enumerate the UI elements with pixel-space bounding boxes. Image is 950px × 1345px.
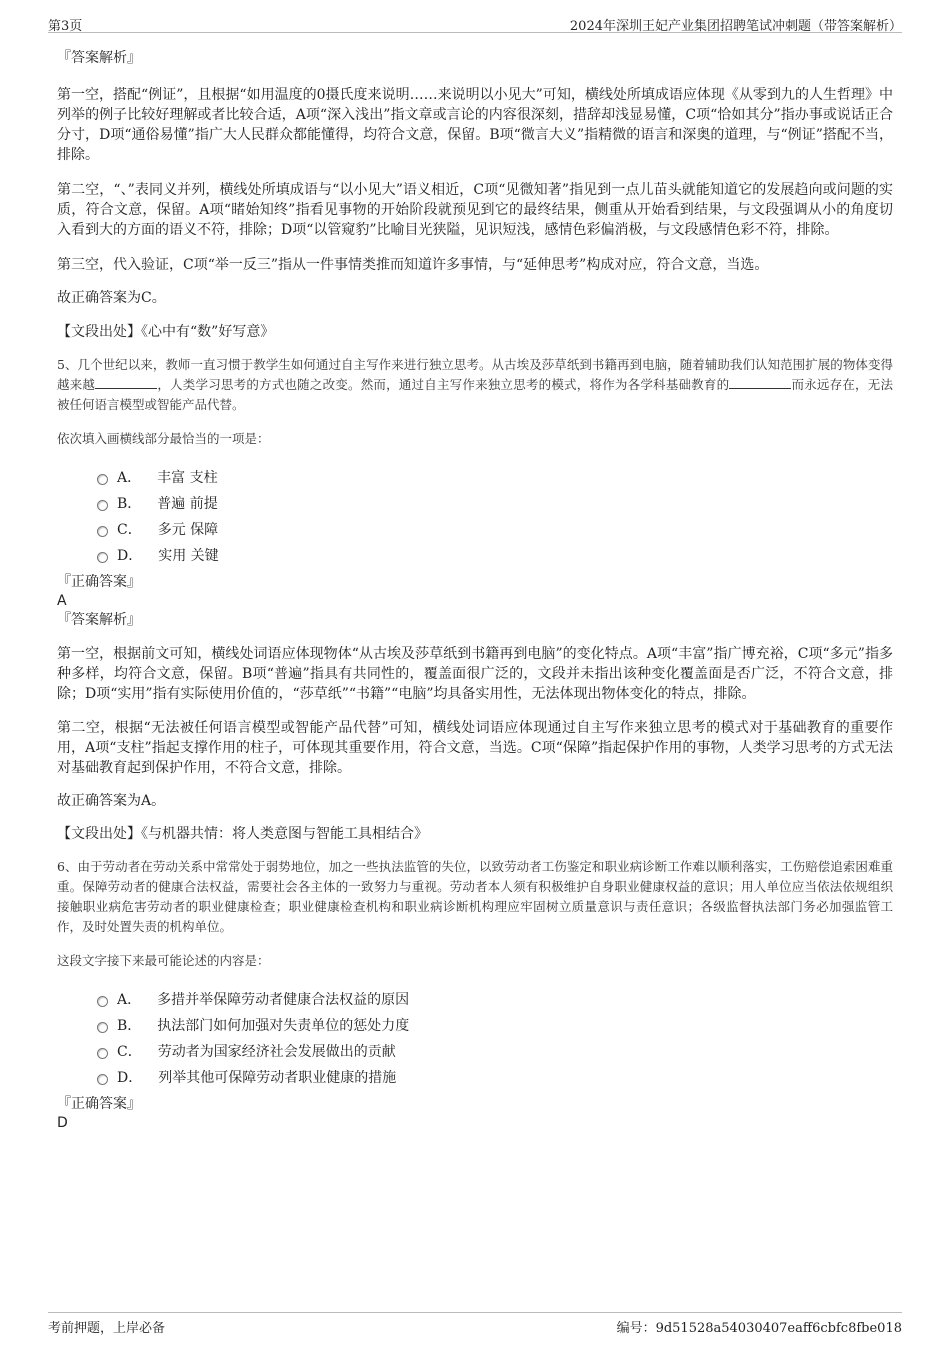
radio-icon[interactable] <box>97 474 108 485</box>
footer-slogan: 考前押题，上岸必备 <box>48 1321 166 1336</box>
page-content <box>57 44 893 1132</box>
correct-answer-label: 『正确答案』 <box>57 1096 141 1112</box>
source-citation: 【文段出处】《心中有“数”好写意》 <box>57 324 275 340</box>
option-text: 劳动者为国家经济社会发展做出的贡献 <box>157 1044 396 1060</box>
correct-answer: D <box>57 1115 68 1131</box>
option-key: D． <box>117 548 143 564</box>
option-text: 多元 保障 <box>157 522 219 538</box>
analysis-paragraph: 第一空，根据前文可知，横线处词语应体现物体“从古埃及莎草纸到书籍再到电脑”的变化特点。A项“丰富”指广博充裕，C项“多元”指多种多样，均符合文意，保留。B项“普遍”指具有共同性的，覆盖面很广泛的，文段并未指出该种变化覆盖面是否广泛，不符合文意，排除；D项“实用”指有实际使用价值的，“莎草纸”“书籍”“电脑”均具备实用性，无法体现出物体变化的特点，排除。 <box>57 646 893 702</box>
question-text: ，人类学习思考的方式也随之改变。然而，通过自主写作来独立思考的模式，将作为各学科基础教育的 <box>157 377 730 392</box>
question-text: 5、几个世纪以来，教师一直习惯于教学生如何通过自主写作来进行独立思考。从古埃及莎草纸到书籍再到电脑，随着辅助我们认知范围扩展的物体变得越来越 <box>57 357 893 392</box>
radio-icon[interactable] <box>97 526 108 537</box>
option-key: A． <box>117 470 142 486</box>
analysis-paragraph: 第二空，“、”表同义并列，横线处所填成语与“以小见大”语义相近，C项“见微知著”指见到一点儿苗头就能知道它的发展趋向或问题的实质，符合文意，保留。A项“睹始知终”指看见事物的开始阶段就预见到它的最终结果，侧重从开始看到结果，与文段强调从小的角度切入看到大的方面的语义不符，排除；D项“以管窥豹”比喻目光狭隘，见识短浅，感情色彩偏消极，与文段感情色彩不符，排除。 <box>57 182 893 238</box>
correct-answer-label: 『正确答案』 <box>57 574 141 590</box>
question-text: 而永远存在，无法被任何语言模型或智能产品代替。 <box>57 377 893 412</box>
answer-conclusion: 故正确答案为C。 <box>57 290 166 306</box>
option-b[interactable] <box>97 491 893 517</box>
radio-icon[interactable] <box>97 1074 108 1085</box>
option-text: 实用 关键 <box>158 548 219 564</box>
option-a[interactable] <box>97 465 893 491</box>
option-key: C． <box>117 522 142 538</box>
analysis-paragraph: 第一空，搭配“例证”，且根据“如用温度的0摄氏度来说明……来说明以小见大”可知，横线处所填成语应体现《从零到九的人生哲理》中列举的例子比较好理解或者比较合适，A项“深入浅出”指文章或言论的内容很深刻，措辞却浅显易懂，C项“恰如其分”指办事或说话正合分寸，D项“通俗易懂”指广大人民群众都能懂得，均符合文意，保留。B项“微言大义”指精微的语言和深奥的道理，与“例证”搭配不当，排除。 <box>57 87 893 163</box>
option-key: B． <box>117 1018 142 1034</box>
document-id: 编号：9d51528a54030407eaff6cbfc8fbe018 <box>616 1321 902 1336</box>
analysis-label: 『答案解析』 <box>57 50 141 66</box>
radio-icon[interactable] <box>97 500 108 511</box>
option-d[interactable] <box>97 543 893 569</box>
option-a[interactable] <box>97 987 893 1013</box>
option-key: D． <box>117 1070 143 1086</box>
source-citation: 【文段出处】《与机器共情：将人类意图与智能工具相结合》 <box>57 826 428 842</box>
option-text: 执法部门如何加强对失责单位的惩处力度 <box>157 1018 410 1034</box>
option-text: 普遍 前提 <box>157 496 218 512</box>
analysis-paragraph: 第二空，根据“无法被任何语言模型或智能产品代替”可知，横线处词语应体现通过自主写作来独立思考的模式对于基础教育的重要作用，A项“支柱”指起支撑作用的柱子，可体现其重要作用，符合文意，当选。C项“保障”指起保护作用的事物，人类学习思考的方式无法对基础教育起到保护作用，不符合文意，排除。 <box>57 720 893 776</box>
option-key: C． <box>117 1044 142 1060</box>
option-list <box>57 465 893 569</box>
question-prompt: 依次填入画横线部分最恰当的一项是： <box>57 431 270 446</box>
page-number: 第3页 <box>48 19 83 34</box>
radio-icon[interactable] <box>97 552 108 563</box>
option-text: 列举其他可保障劳动者职业健康的措施 <box>158 1070 397 1086</box>
document-title: 2024年深圳王妃产业集团招聘笔试冲刺题（带答案解析） <box>569 19 902 34</box>
radio-icon[interactable] <box>97 996 108 1007</box>
page-footer <box>48 1312 902 1335</box>
option-c[interactable] <box>97 517 893 543</box>
option-text: 丰富 支柱 <box>157 470 218 486</box>
page-header <box>48 12 902 33</box>
answer-conclusion: 故正确答案为A。 <box>57 793 166 809</box>
option-c[interactable] <box>97 1039 893 1065</box>
question-stem: 6、由于劳动者在劳动关系中常常处于弱势地位，加之一些执法监管的失位，以致劳动者工伤鉴定和职业病诊断工作难以顺利落实，工伤赔偿追索困难重重。保障劳动者的健康合法权益，需要社会各主体的一致努力与重视。劳动者本人须有积极维护自身职业健康权益的意识；用人单位应当依法依规组织接触职业病危害劳动者的职业健康检查；职业健康检查机构和职业病诊断机构理应牢固树立质量意识与责任意识；各级监督执法部门务必加强监管工作，及时处置失责的机构单位。 <box>57 859 893 934</box>
radio-icon[interactable] <box>97 1022 108 1033</box>
option-text: 多措并举保障劳动者健康合法权益的原因 <box>157 992 410 1008</box>
analysis-paragraph: 第三空，代入验证，C项“举一反三”指从一件事情类推而知道许多事情，与“延伸思考”构成对应，符合文意，当选。 <box>57 257 769 273</box>
option-key: A． <box>117 992 142 1008</box>
radio-icon[interactable] <box>97 1048 108 1059</box>
option-b[interactable] <box>97 1013 893 1039</box>
question-prompt: 这段文字接下来最可能论述的内容是： <box>57 953 270 968</box>
option-key: B． <box>117 496 142 512</box>
correct-answer: A <box>57 593 67 609</box>
option-list <box>57 987 893 1091</box>
fill-blank <box>95 376 157 389</box>
option-d[interactable] <box>97 1065 893 1091</box>
analysis-label: 『答案解析』 <box>57 612 141 628</box>
fill-blank <box>729 376 791 389</box>
question-stem <box>57 355 893 415</box>
